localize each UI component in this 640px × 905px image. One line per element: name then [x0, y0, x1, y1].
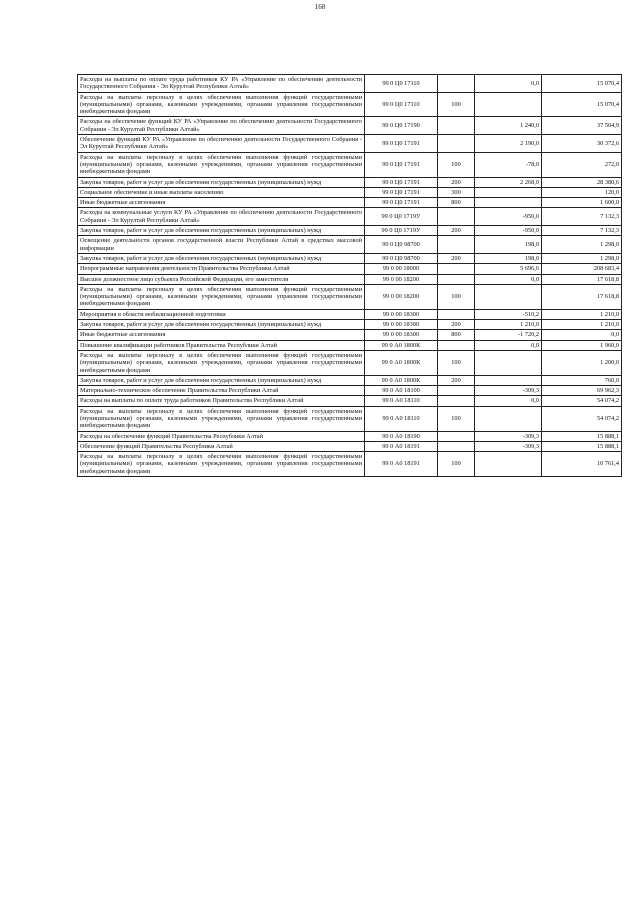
expense-name: Расходы на выплаты персоналу в целях обеспечения выполнения функций государственными (муниципальными) органами, казенными учреждениями, органами управления государственными внебюджетными фондами [78, 92, 365, 117]
amount-total: 120,0 [542, 187, 622, 197]
expense-name: Обеспечение функций КУ РА «Управление по обеспечению деятельности Государственного Собрания - Эл Курултай Республики Алтай» [78, 135, 365, 153]
expense-type-code: 100 [438, 350, 475, 375]
expense-type-code [438, 431, 475, 441]
expense-type-code: 800 [438, 330, 475, 340]
amount-change: 0,0 [475, 340, 542, 350]
target-article-code: 99 0 Ц0 17190 [365, 117, 438, 135]
target-article-code: 99 0 А0 18191 [365, 441, 438, 451]
target-article-code: 99 0 А0 18110 [365, 406, 438, 431]
amount-change: -510,2 [475, 309, 542, 319]
expense-type-code: 100 [438, 92, 475, 117]
target-article-code: 99 0 А0 18110 [365, 396, 438, 406]
target-article-code: 99 0 Ц0 17191 [365, 177, 438, 187]
expense-name: Расходы на выплаты персоналу в целях обеспечения выполнения функций государственными (муниципальными) органами, казенными учреждениями, органами управления государственными внебюджетными фондами [78, 406, 365, 431]
amount-total: 1 298,0 [542, 236, 622, 254]
expense-name: Расходы на выплаты персоналу в целях обеспечения выполнения функций государственными (муниципальными) органами, казенными учреждениями, органами управления государственными внебюджетными фондами [78, 152, 365, 177]
budget-table-body [78, 75, 622, 477]
amount-change: 198,0 [475, 236, 542, 254]
expense-name: Расходы на выплаты по оплате труда работников КУ РА «Управление по обеспечению деятельности Государственного Собрания - Эл Курултай Республики Алтай» [78, 75, 365, 93]
amount-change [475, 452, 542, 477]
table-row [78, 236, 622, 254]
target-article-code: 99 0 Ц0 1719У [365, 226, 438, 236]
amount-change [475, 198, 542, 208]
amount-change: 2 268,0 [475, 177, 542, 187]
amount-change: -309,3 [475, 431, 542, 441]
page-number: 168 [314, 3, 326, 11]
amount-change [475, 284, 542, 309]
expense-name: Непрограммные направления деятельности Правительства Республики Алтай [78, 264, 365, 274]
table-row [78, 152, 622, 177]
amount-total: 15 070,4 [542, 75, 622, 93]
expense-name: Закупка товаров, работ и услуг для обеспечения государственных (муниципальных) нужд [78, 320, 365, 330]
amount-total: 17 618,8 [542, 274, 622, 284]
amount-total: 17 618,8 [542, 284, 622, 309]
target-article-code: 99 0 Ц0 17191 [365, 187, 438, 197]
table-row [78, 117, 622, 135]
expense-type-code: 200 [438, 226, 475, 236]
amount-total: 15 070,4 [542, 92, 622, 117]
target-article-code: 99 0 Ц0 17191 [365, 152, 438, 177]
amount-change: 1 240,0 [475, 117, 542, 135]
expense-name: Высшее должностное лицо субъекта Российской Федерации, его заместители [78, 274, 365, 284]
amount-total: 1 200,0 [542, 350, 622, 375]
table-row [78, 320, 622, 330]
amount-total: 1 960,0 [542, 340, 622, 350]
amount-change: -950,0 [475, 226, 542, 236]
target-article-code: 99 0 А0 18190 [365, 431, 438, 441]
expense-name: Расходы на выплаты персоналу в целях обеспечения выполнения функций государственными (муниципальными) органами, казенными учреждениями, органами управления государственными внебюджетными фондами [78, 452, 365, 477]
target-article-code: 99 0 00 18200 [365, 284, 438, 309]
target-article-code: 99 0 Ц0 98700 [365, 253, 438, 263]
expense-name: Расходы на выплаты персоналу в целях обеспечения выполнения функций государственными (муниципальными) органами, казенными учреждениями, органами управления государственными внебюджетными фондами [78, 350, 365, 375]
amount-change: 0,0 [475, 396, 542, 406]
expense-type-code [438, 117, 475, 135]
expense-type-code: 200 [438, 177, 475, 187]
amount-change: -78,0 [475, 152, 542, 177]
amount-total: 69 962,3 [542, 386, 622, 396]
expense-name: Закупка товаров, работ и услуг для обеспечения государственных (муниципальных) нужд [78, 375, 365, 385]
amount-total: 15 888,1 [542, 441, 622, 451]
target-article-code: 99 0 00 18300 [365, 320, 438, 330]
expense-name: Иные бюджетные ассигнования [78, 198, 365, 208]
amount-total: 37 504,9 [542, 117, 622, 135]
expense-type-code [438, 309, 475, 319]
amount-change: 198,0 [475, 253, 542, 263]
target-article-code: 99 0 А0 18100 [365, 386, 438, 396]
expense-type-code: 800 [438, 198, 475, 208]
table-row [78, 309, 622, 319]
expense-name: Закупка товаров, работ и услуг для обеспечения государственных (муниципальных) нужд [78, 253, 365, 263]
table-row [78, 452, 622, 477]
target-article-code: 99 0 Ц0 17191 [365, 135, 438, 153]
expense-type-code [438, 135, 475, 153]
expense-name: Расходы на выплаты по оплате труда работников Правительства Республики Алтай [78, 396, 365, 406]
amount-change [475, 92, 542, 117]
table-row [78, 208, 622, 226]
expense-type-code [438, 340, 475, 350]
table-row [78, 253, 622, 263]
expense-name: Освещение деятельности органов государственной власти Республики Алтай в средствах массовой информации [78, 236, 365, 254]
expense-type-code [438, 274, 475, 284]
target-article-code: 99 0 00 18000 [365, 264, 438, 274]
table-row [78, 396, 622, 406]
amount-total: 1 210,0 [542, 320, 622, 330]
table-row [78, 441, 622, 451]
expense-type-code [438, 441, 475, 451]
amount-change [475, 406, 542, 431]
budget-table [77, 74, 622, 477]
expense-type-code [438, 386, 475, 396]
expense-type-code: 100 [438, 284, 475, 309]
amount-total: 272,0 [542, 152, 622, 177]
expense-name: Закупка товаров, работ и услуг для обеспечения государственных (муниципальных) нужд [78, 177, 365, 187]
expense-type-code: 200 [438, 320, 475, 330]
expense-name: Материально-техническое обеспечение Правительства Республики Алтай [78, 386, 365, 396]
table-row [78, 406, 622, 431]
amount-change: 1 210,0 [475, 320, 542, 330]
table-row [78, 187, 622, 197]
table-row [78, 340, 622, 350]
amount-total: 28 380,6 [542, 177, 622, 187]
expense-type-code [438, 396, 475, 406]
expense-type-code: 200 [438, 375, 475, 385]
table-row [78, 75, 622, 93]
table-row [78, 135, 622, 153]
expense-type-code [438, 236, 475, 254]
target-article-code: 99 0 Ц0 17110 [365, 92, 438, 117]
amount-change: 5 696,6 [475, 264, 542, 274]
amount-total: 0,0 [542, 330, 622, 340]
expense-type-code: 300 [438, 187, 475, 197]
amount-total: 7 132,3 [542, 208, 622, 226]
expense-name: Расходы на выплаты персоналу в целях обеспечения выполнения функций государственными (муниципальными) органами, казенными учреждениями, органами управления государственными внебюджетными фондами [78, 284, 365, 309]
table-row [78, 284, 622, 309]
amount-change [475, 375, 542, 385]
expense-type-code: 100 [438, 152, 475, 177]
table-row [78, 264, 622, 274]
table-row [78, 274, 622, 284]
amount-total: 7 132,3 [542, 226, 622, 236]
amount-total: 10 761,4 [542, 452, 622, 477]
target-article-code: 99 0 А0 1800К [365, 375, 438, 385]
amount-total: 1 210,0 [542, 309, 622, 319]
target-article-code: 99 0 00 18200 [365, 274, 438, 284]
amount-change [475, 350, 542, 375]
amount-total: 54 074,2 [542, 396, 622, 406]
expense-type-code: 100 [438, 406, 475, 431]
table-row [78, 386, 622, 396]
target-article-code: 99 0 Ц0 1719У [365, 208, 438, 226]
expense-name: Мероприятия в области мобилизационной подготовки [78, 309, 365, 319]
table-row [78, 431, 622, 441]
expense-type-code: 200 [438, 253, 475, 263]
target-article-code: 99 0 А0 18191 [365, 452, 438, 477]
expense-type-code [438, 208, 475, 226]
target-article-code: 99 0 Ц0 17110 [365, 75, 438, 93]
table-row [78, 226, 622, 236]
expense-name: Иные бюджетные ассигнования [78, 330, 365, 340]
expense-name: Обеспечение функций Правительства Республики Алтай [78, 441, 365, 451]
target-article-code: 99 0 Ц0 17191 [365, 198, 438, 208]
amount-total: 208 683,4 [542, 264, 622, 274]
expense-name: Повышение квалификации работников Правительства Республики Алтай [78, 340, 365, 350]
expense-name: Социальное обеспечение и иные выплаты населению [78, 187, 365, 197]
expense-name: Закупка товаров, работ и услуг для обеспечения государственных (муниципальных) нужд [78, 226, 365, 236]
target-article-code: 99 0 00 18300 [365, 309, 438, 319]
expense-type-code [438, 75, 475, 93]
table-row [78, 350, 622, 375]
amount-total: 1 298,0 [542, 253, 622, 263]
expense-type-code [438, 264, 475, 274]
expense-name: Расходы на обеспечение функций Правительства Республики Алтай [78, 431, 365, 441]
amount-change: -950,0 [475, 208, 542, 226]
amount-total: 1 600,0 [542, 198, 622, 208]
amount-change: -1 720,2 [475, 330, 542, 340]
table-row [78, 198, 622, 208]
amount-total: 15 888,1 [542, 431, 622, 441]
amount-total: 54 074,2 [542, 406, 622, 431]
target-article-code: 99 0 Ц0 98700 [365, 236, 438, 254]
amount-change: -309,3 [475, 441, 542, 451]
amount-change: -309,3 [475, 386, 542, 396]
target-article-code: 99 0 00 18300 [365, 330, 438, 340]
target-article-code: 99 0 А0 1800К [365, 340, 438, 350]
amount-total: 760,0 [542, 375, 622, 385]
expense-name: Расходы на обеспечение функций КУ РА «Управление по обеспечению деятельности Государственного Собрания - Эл Курултай Республики Алтай» [78, 117, 365, 135]
amount-change: 0,0 [475, 75, 542, 93]
amount-change [475, 187, 542, 197]
amount-change: 0,0 [475, 274, 542, 284]
table-row [78, 375, 622, 385]
amount-change: 2 190,0 [475, 135, 542, 153]
expense-type-code: 100 [438, 452, 475, 477]
amount-total: 30 372,6 [542, 135, 622, 153]
table-row [78, 177, 622, 187]
target-article-code: 99 0 А0 1800К [365, 350, 438, 375]
expense-name: Расходы на коммунальные услуги КУ РА «Управление по обеспечению деятельности Государственного Собрания - Эл Курултай Республики Алтай» [78, 208, 365, 226]
table-row [78, 92, 622, 117]
table-row [78, 330, 622, 340]
